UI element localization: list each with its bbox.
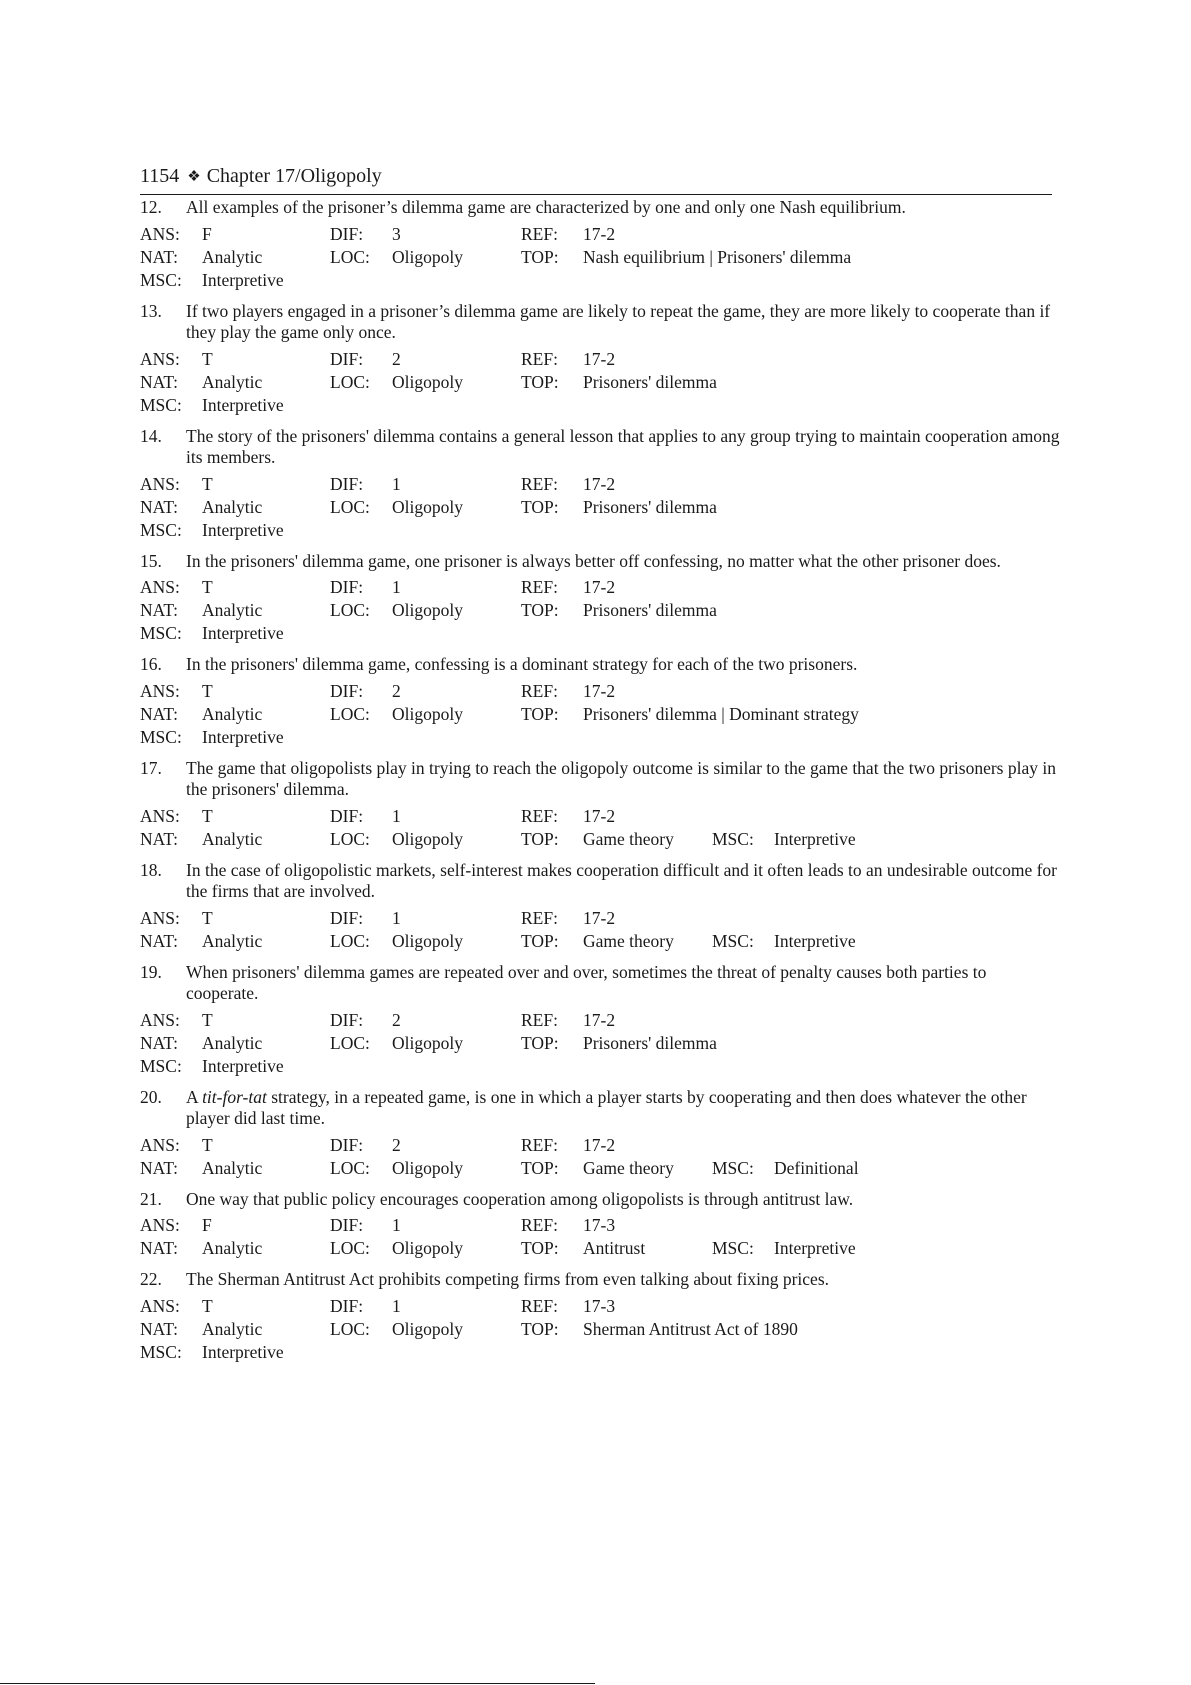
answer-row [140,1134,1060,1157]
dif-label: DIF: [330,473,364,494]
nat-value: Analytic [202,1157,263,1178]
msc-value: Interpretive [202,394,284,415]
diamond-separator-icon: ❖ [187,169,201,185]
ans-value: F [202,223,212,244]
question-number: 20. [140,1086,162,1107]
top-label: TOP: [521,828,559,849]
top-value: Prisoners' dilemma [583,1032,717,1053]
top-label: TOP: [521,1157,559,1178]
question-13 [140,301,1060,417]
msc-row [140,519,1060,542]
question-text [140,426,1060,469]
dif-value: 1 [392,577,401,597]
category-row [140,246,1060,269]
nat-value: Analytic [202,703,263,724]
msc-value: Definitional [774,1157,859,1178]
dif-value: 2 [392,680,401,701]
loc-label: LOC: [330,371,370,392]
dif-label: DIF: [330,1134,364,1155]
question-19 [140,962,1060,1078]
ans-label: ANS: [140,1009,180,1030]
question-16 [140,654,1060,749]
ref-value: 17-2 [583,348,616,369]
ref-value: 17-2 [583,223,616,244]
msc-value: Interpretive [774,828,856,849]
nat-label: NAT: [140,1157,179,1178]
nat-label: NAT: [140,371,179,392]
question-text [140,1087,1060,1130]
ans-value: T [202,1009,213,1030]
ans-value: T [202,348,213,369]
answer-row [140,680,1060,703]
question-21 [140,1189,1060,1261]
top-value: Game theory [583,828,674,849]
top-value: Nash equilibrium | Prisoners' dilemma [583,246,852,267]
ref-value: 17-3 [583,1295,616,1316]
ans-value: T [202,473,213,494]
ref-value: 17-2 [583,1134,616,1155]
question-14 [140,426,1060,542]
question-number: 17. [140,757,162,778]
question-number: 19. [140,961,162,982]
dif-label: DIF: [330,907,364,928]
nat-label: NAT: [140,930,179,951]
top-value: Prisoners' dilemma | Dominant strategy [583,703,859,724]
question-list [140,197,1060,1373]
question-number: 16. [140,654,162,674]
msc-label: MSC: [140,394,182,415]
top-label: TOP: [521,496,559,517]
category-row [140,371,1060,394]
nat-value: Analytic [202,1238,263,1258]
ans-label: ANS: [140,223,180,244]
ans-label: ANS: [140,348,180,369]
msc-label: MSC: [712,1238,754,1258]
answer-row [140,576,1060,599]
msc-value: Interpretive [202,623,284,643]
question-17 [140,758,1060,851]
ref-value: 17-2 [583,473,616,494]
msc-row [140,394,1060,417]
dif-label: DIF: [330,1009,364,1030]
answer-row [140,1295,1060,1318]
question-20 [140,1087,1060,1180]
loc-label: LOC: [330,828,370,849]
loc-label: LOC: [330,1157,370,1178]
top-value: Game theory [583,930,674,951]
ref-label: REF: [521,1215,558,1235]
question-body: In the case of oligopolistic markets, self-interest makes cooperation difficult and it often leads to an undesirable outcome for the firms that are involved. [186,859,1058,901]
msc-label: MSC: [712,930,754,951]
msc-value: Interpretive [774,930,856,951]
category-row [140,1157,1060,1180]
dif-value: 3 [392,223,401,244]
nat-label: NAT: [140,1318,179,1339]
loc-label: LOC: [330,496,370,517]
question-body-end: strategy, in a repeated game, is one in which a player starts by cooperating and then does whatever the other player did last time. [186,1086,1027,1128]
answer-row [140,473,1060,496]
nat-value: Analytic [202,1032,263,1053]
msc-label: MSC: [140,269,182,290]
ref-label: REF: [521,680,558,701]
dif-label: DIF: [330,223,364,244]
loc-label: LOC: [330,1238,370,1258]
question-body: In the prisoners' dilemma game, one prisoner is always better off confessing, no matter what the other prisoner does. [186,550,1001,571]
dif-value: 2 [392,348,401,369]
ref-value: 17-2 [583,577,616,597]
ref-value: 17-2 [583,805,616,826]
ans-label: ANS: [140,473,180,494]
dif-value: 2 [392,1009,401,1030]
ref-label: REF: [521,907,558,928]
nat-value: Analytic [202,246,263,267]
loc-value: Oligopoly [392,1318,463,1339]
top-label: TOP: [521,1318,559,1339]
dif-label: DIF: [330,680,364,701]
ans-value: T [202,907,213,928]
ref-label: REF: [521,473,558,494]
ref-label: REF: [521,348,558,369]
dif-label: DIF: [330,805,364,826]
msc-label: MSC: [140,1055,182,1076]
ref-label: REF: [521,1295,558,1316]
question-number: 21. [140,1188,162,1209]
nat-label: NAT: [140,496,179,517]
ref-label: REF: [521,577,558,597]
loc-value: Oligopoly [392,703,463,724]
loc-value: Oligopoly [392,1157,463,1178]
loc-label: LOC: [330,703,370,724]
loc-value: Oligopoly [392,371,463,392]
question-text [140,301,1060,344]
dif-label: DIF: [330,577,364,597]
ref-label: REF: [521,1134,558,1155]
msc-value: Interpretive [202,519,284,540]
msc-label: MSC: [712,828,754,849]
top-label: TOP: [521,1032,559,1053]
msc-label: MSC: [712,1157,754,1178]
nat-label: NAT: [140,828,179,849]
nat-label: NAT: [140,1032,179,1053]
chapter-title: Chapter 17/Oligopoly [206,165,382,187]
answer-row [140,805,1060,828]
question-text [140,654,1060,676]
ans-label: ANS: [140,577,180,597]
nat-label: NAT: [140,1238,179,1258]
category-row [140,828,1060,851]
question-text [140,1269,1060,1291]
answer-row [140,223,1060,246]
dif-value: 1 [392,907,401,928]
loc-value: Oligopoly [392,930,463,951]
loc-value: Oligopoly [392,828,463,849]
msc-value: Interpretive [202,1341,284,1362]
ref-value: 17-2 [583,907,616,928]
question-body: The story of the prisoners' dilemma contains a general lesson that applies to any group trying to maintain cooperation among its members. [186,425,1060,467]
category-row [140,1237,1060,1260]
msc-value: Interpretive [202,269,284,290]
question-number: 13. [140,300,162,321]
loc-value: Oligopoly [392,1032,463,1053]
top-value: Sherman Antitrust Act of 1890 [583,1318,798,1339]
msc-row [140,1341,1060,1364]
answer-row [140,1009,1060,1032]
msc-row [140,622,1060,645]
question-body: All examples of the prisoner’s dilemma game are characterized by one and only one Nash equilibrium. [186,197,906,217]
page-header [140,163,1052,195]
bottom-rule [0,1683,595,1684]
loc-label: LOC: [330,600,370,620]
question-italic-term: tit-for-tat [202,1086,267,1107]
msc-row [140,269,1060,292]
ref-label: REF: [521,1009,558,1030]
msc-label: MSC: [140,623,182,643]
question-15 [140,551,1060,646]
dif-value: 2 [392,1134,401,1155]
loc-label: LOC: [330,246,370,267]
top-label: TOP: [521,600,559,620]
dif-value: 1 [392,473,401,494]
msc-label: MSC: [140,1341,182,1362]
question-body: If two players engaged in a prisoner’s dilemma game are likely to repeat the game, they are more likely to cooperate than if they play the game only once. [186,300,1051,342]
loc-value: Oligopoly [392,600,463,620]
ans-label: ANS: [140,805,180,826]
dif-value: 1 [392,1215,401,1235]
nat-value: Analytic [202,1318,263,1339]
ref-value: 17-3 [583,1215,616,1235]
dif-label: DIF: [330,1295,364,1316]
answer-row [140,907,1060,930]
ans-value: T [202,805,213,826]
dif-label: DIF: [330,348,364,369]
dif-label: DIF: [330,1215,364,1235]
nat-value: Analytic [202,600,263,620]
category-row [140,1032,1060,1055]
question-body: The Sherman Antitrust Act prohibits competing firms from even talking about fixing prices. [186,1269,830,1289]
question-18 [140,860,1060,953]
ans-value: T [202,680,213,701]
top-value: Antitrust [583,1238,646,1258]
ans-label: ANS: [140,680,180,701]
top-value: Game theory [583,1157,674,1178]
loc-label: LOC: [330,930,370,951]
question-body: When prisoners' dilemma games are repeated over and over, sometimes the threat of penalty causes both parties to cooperate. [186,961,987,1003]
top-label: TOP: [521,1238,559,1258]
nat-value: Analytic [202,496,263,517]
nat-value: Analytic [202,371,263,392]
msc-value: Interpretive [202,726,284,747]
category-row [140,703,1060,726]
msc-row [140,1055,1060,1078]
dif-value: 1 [392,1295,401,1316]
question-text [140,758,1060,801]
question-22 [140,1269,1060,1364]
ref-label: REF: [521,223,558,244]
question-text [140,197,1060,219]
ref-value: 17-2 [583,1009,616,1030]
ref-label: REF: [521,805,558,826]
ans-value: F [202,1215,212,1235]
ans-value: T [202,1134,213,1155]
category-row [140,599,1060,622]
question-text [140,962,1060,1005]
loc-value: Oligopoly [392,1238,463,1258]
msc-value: Interpretive [774,1238,856,1258]
dif-value: 1 [392,805,401,826]
loc-value: Oligopoly [392,246,463,267]
top-value: Prisoners' dilemma [583,600,717,620]
question-body: The game that oligopolists play in trying to reach the oligopoly outcome is similar to the game that the two prisoners play in the prisoners' dilemma. [186,757,1056,799]
ans-label: ANS: [140,907,180,928]
msc-label: MSC: [140,726,182,747]
top-label: TOP: [521,371,559,392]
answer-row [140,1214,1060,1237]
ans-value: T [202,577,213,597]
nat-label: NAT: [140,703,179,724]
question-body: In the prisoners' dilemma game, confessing is a dominant strategy for each of the two prisoners. [186,654,858,674]
top-value: Prisoners' dilemma [583,371,717,392]
top-label: TOP: [521,930,559,951]
nat-value: Analytic [202,828,263,849]
msc-label: MSC: [140,519,182,540]
question-text [140,1189,1060,1211]
ans-value: T [202,1295,213,1316]
question-body-start: A [186,1086,203,1107]
question-number: 14. [140,425,162,446]
loc-label: LOC: [330,1032,370,1053]
question-number: 12. [140,197,162,217]
answer-row [140,348,1060,371]
msc-value: Interpretive [202,1055,284,1076]
nat-label: NAT: [140,246,179,267]
question-body: One way that public policy encourages cooperation among oligopolists is through antitrust law. [186,1188,854,1209]
top-label: TOP: [521,246,559,267]
top-value: Prisoners' dilemma [583,496,717,517]
ref-value: 17-2 [583,680,616,701]
category-row [140,496,1060,519]
ans-label: ANS: [140,1215,180,1235]
question-12 [140,197,1060,292]
ans-label: ANS: [140,1295,180,1316]
nat-value: Analytic [202,930,263,951]
loc-value: Oligopoly [392,496,463,517]
page-number: 1154 [140,165,180,187]
question-number: 15. [140,550,162,571]
question-number: 22. [140,1269,162,1289]
category-row [140,1318,1060,1341]
question-text [140,551,1060,573]
top-label: TOP: [521,703,559,724]
msc-row [140,726,1060,749]
nat-label: NAT: [140,600,179,620]
question-number: 18. [140,859,162,880]
ans-label: ANS: [140,1134,180,1155]
question-text [140,860,1060,903]
category-row [140,930,1060,953]
loc-label: LOC: [330,1318,370,1339]
